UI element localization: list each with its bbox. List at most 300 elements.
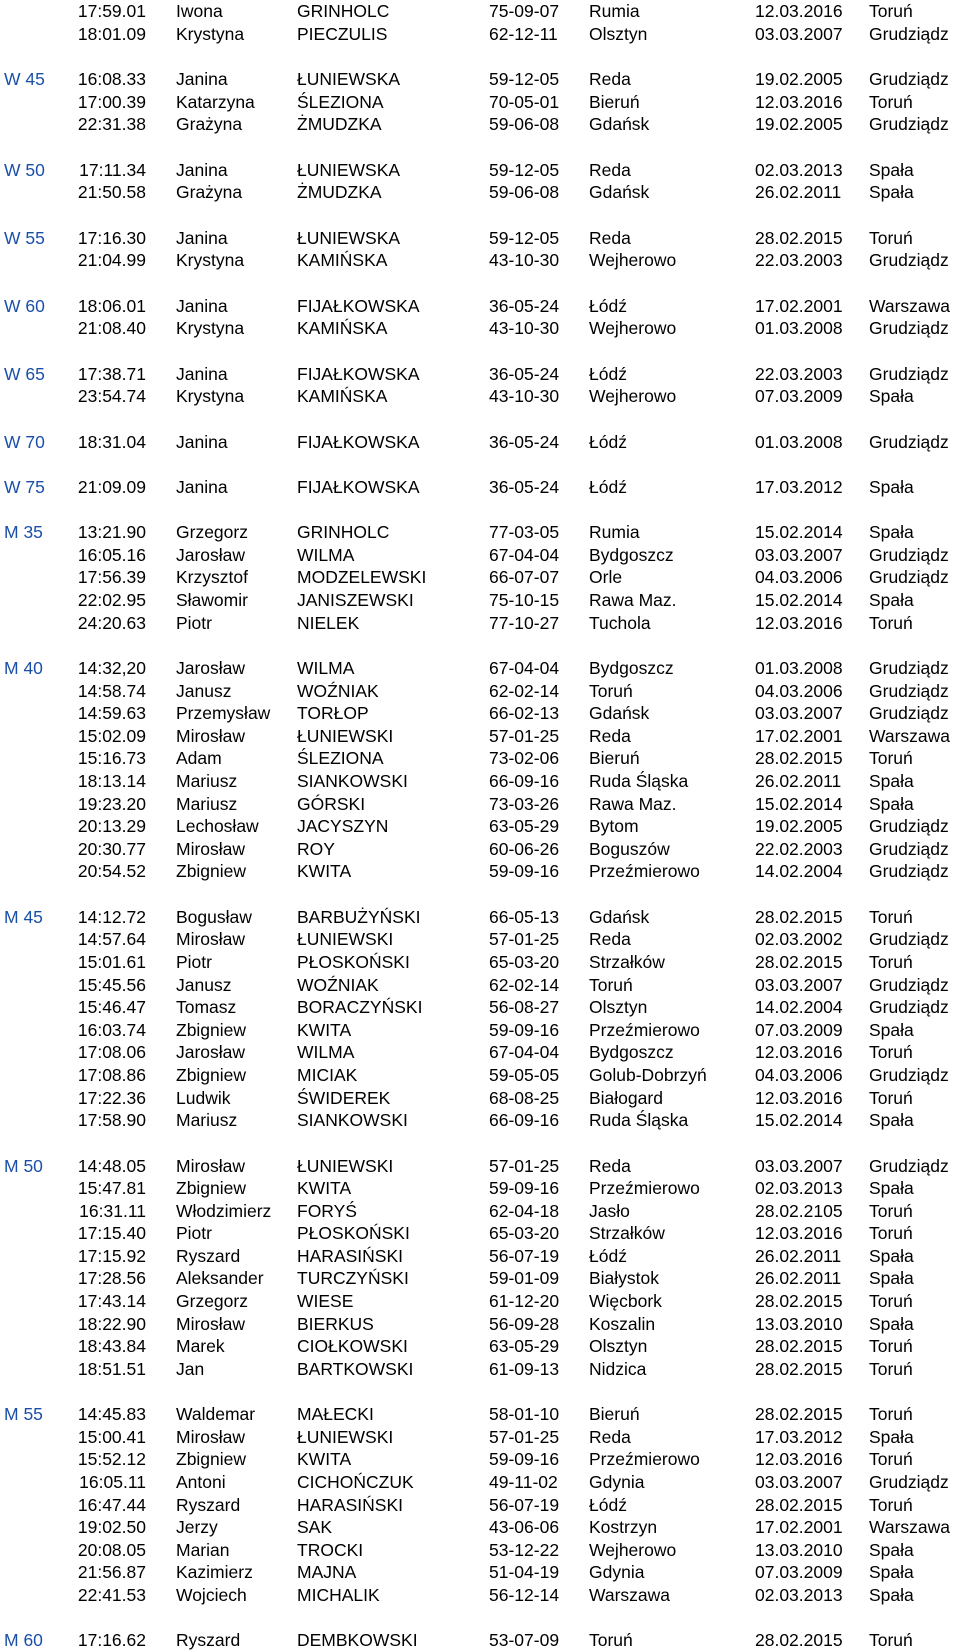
first-name-cell: Zbigniew [176, 861, 247, 882]
date-cell: 01.03.2008 [755, 431, 843, 452]
time-cell: 23:54.74 [77, 386, 146, 407]
first-name-cell: Janina [176, 295, 228, 316]
birth-date-cell: 59-06-08 [489, 182, 560, 203]
birth-date-cell: 59-01-09 [489, 1268, 560, 1289]
surname-cell: ŁUNIEWSKA [297, 159, 401, 180]
table-row [0, 1516, 960, 1539]
birth-date-cell: 59-09-16 [489, 861, 560, 882]
group-separator [0, 136, 960, 159]
club-cell: Tuchola [589, 612, 651, 633]
table-row [0, 1539, 960, 1562]
venue-cell: Spała [869, 1268, 914, 1289]
table-row [0, 1222, 960, 1245]
table-row [0, 612, 960, 635]
date-cell: 28.02.2015 [755, 1404, 843, 1425]
category-group [0, 295, 960, 340]
surname-cell: TORŁOP [297, 703, 369, 724]
venue-cell: Grudziądz [869, 703, 949, 724]
surname-cell: WIESE [297, 1291, 354, 1312]
surname-cell: MICIAK [297, 1064, 358, 1085]
surname-cell: KAMIŃSKA [297, 318, 388, 339]
club-cell: Gdynia [589, 1472, 645, 1493]
surname-cell: ŁUNIEWSKI [297, 929, 394, 950]
surname-cell: ŚLEZIONA [297, 91, 384, 112]
time-cell: 18:01.09 [77, 23, 146, 44]
club-cell: Rumia [589, 1, 640, 21]
birth-date-cell: 59-06-08 [489, 114, 560, 135]
surname-cell: FIJAŁKOWSKA [297, 363, 420, 384]
club-cell: Bieruń [589, 748, 640, 769]
time-cell: 14:59.63 [77, 703, 146, 724]
table-row [0, 680, 960, 703]
venue-cell: Grudziądz [869, 1064, 949, 1085]
table-row [0, 589, 960, 612]
surname-cell: CICHOŃCZUK [297, 1472, 414, 1493]
table-row [0, 1629, 960, 1652]
birth-date-cell: 73-02-06 [489, 748, 560, 769]
time-cell: 17:16.30 [77, 227, 146, 248]
surname-cell: KAMIŃSKA [297, 250, 388, 271]
date-cell: 12.03.2016 [755, 1042, 843, 1063]
surname-cell: JANISZEWSKI [297, 590, 414, 611]
club-cell: Bieruń [589, 91, 640, 112]
birth-date-cell: 66-02-13 [489, 703, 560, 724]
group-separator [0, 634, 960, 657]
venue-cell: Spała [869, 771, 914, 792]
time-cell: 20:13.29 [77, 816, 146, 837]
venue-cell: Toruń [869, 1087, 913, 1108]
category-group [0, 159, 960, 204]
time-cell: 17:15.92 [77, 1245, 146, 1266]
first-name-cell: Jan [176, 1358, 205, 1379]
surname-cell: FORYŚ [297, 1200, 357, 1221]
date-cell: 07.03.2009 [755, 386, 843, 407]
time-cell: 17:43.14 [77, 1291, 146, 1312]
date-cell: 15.02.2014 [755, 1110, 843, 1131]
date-cell: 28.02.2015 [755, 951, 843, 972]
birth-date-cell: 62-04-18 [489, 1200, 560, 1221]
time-cell: 15:02.09 [77, 725, 146, 746]
birth-date-cell: 59-12-05 [489, 159, 560, 180]
group-separator [0, 204, 960, 227]
birth-date-cell: 36-05-24 [489, 431, 560, 452]
birth-date-cell: 66-09-16 [489, 771, 560, 792]
venue-cell: Spała [869, 476, 914, 497]
table-row [0, 317, 960, 340]
date-cell: 03.03.2007 [755, 23, 843, 44]
venue-cell: Grudziądz [869, 431, 949, 452]
category-group [0, 1155, 960, 1381]
venue-cell: Spała [869, 1426, 914, 1447]
club-cell: Gdańsk [589, 906, 650, 927]
date-cell: 15.02.2014 [755, 793, 843, 814]
venue-cell: Grudziądz [869, 974, 949, 995]
surname-cell: WILMA [297, 1042, 355, 1063]
club-cell: Łódź [589, 1494, 627, 1515]
date-cell: 15.02.2014 [755, 522, 843, 543]
surname-cell: KWITA [297, 1019, 352, 1040]
table-row [0, 363, 960, 386]
club-cell: Olsztyn [589, 1336, 648, 1357]
club-cell: Orle [589, 567, 623, 588]
club-cell: Golub-Dobrzyń [589, 1064, 707, 1085]
surname-cell: BARTKOWSKI [297, 1358, 414, 1379]
surname-cell: ŁUNIEWSKA [297, 227, 401, 248]
venue-cell: Grudziądz [869, 68, 949, 89]
birth-date-cell: 63-05-29 [489, 1336, 560, 1357]
time-cell: 17:58.90 [77, 1110, 146, 1131]
venue-cell: Spała [869, 1178, 914, 1199]
surname-cell: CIOŁKOWSKI [297, 1336, 408, 1357]
club-cell: Toruń [589, 1630, 633, 1651]
club-cell: Przeźmierowo [589, 1449, 700, 1470]
venue-cell: Toruń [869, 748, 913, 769]
club-cell: Wejherowo [589, 318, 677, 339]
club-cell: Przeźmierowo [589, 1178, 700, 1199]
surname-cell: PŁOSKOŃSKI [297, 1223, 410, 1244]
venue-cell: Spała [869, 1019, 914, 1040]
date-cell: 28.02.2015 [755, 227, 843, 248]
first-name-cell: Janina [176, 476, 228, 497]
birth-date-cell: 53-12-22 [489, 1539, 560, 1560]
first-name-cell: Janina [176, 363, 228, 384]
date-cell: 15.02.2014 [755, 590, 843, 611]
club-cell: Łódź [589, 363, 627, 384]
venue-cell: Grudziądz [869, 114, 949, 135]
club-cell: Reda [589, 929, 631, 950]
venue-cell: Spała [869, 386, 914, 407]
first-name-cell: Krystyna [176, 318, 245, 339]
venue-cell: Grudziądz [869, 1472, 949, 1493]
time-cell: 22:31.38 [77, 114, 146, 135]
first-name-cell: Krystyna [176, 23, 245, 44]
club-cell: Bydgoszcz [589, 658, 674, 679]
venue-cell: Grudziądz [869, 658, 949, 679]
club-cell: Reda [589, 68, 631, 89]
time-cell: 17:56.39 [77, 567, 146, 588]
date-cell: 28.02.2015 [755, 1358, 843, 1379]
surname-cell: WOŹNIAK [297, 680, 379, 701]
venue-cell: Toruń [869, 91, 913, 112]
surname-cell: GRINHOLC [297, 1, 390, 21]
club-cell: Reda [589, 159, 631, 180]
surname-cell: MAŁECKI [297, 1404, 374, 1425]
time-cell: 15:00.41 [77, 1426, 146, 1447]
surname-cell: NIELEK [297, 612, 360, 633]
group-separator [0, 498, 960, 521]
venue-cell: Spała [869, 1245, 914, 1266]
date-cell: 12.03.2016 [755, 1, 843, 21]
date-cell: 28.02.2105 [755, 1200, 843, 1221]
club-cell: Rawa Maz. [589, 793, 677, 814]
table-row [0, 747, 960, 770]
first-name-cell: Mariusz [176, 771, 238, 792]
table-row [0, 476, 960, 499]
time-cell: 13:21.90 [77, 522, 146, 543]
date-cell: 12.03.2016 [755, 1223, 843, 1244]
birth-date-cell: 66-07-07 [489, 567, 560, 588]
club-cell: Bydgoszcz [589, 1042, 674, 1063]
category-label: W 70 [4, 431, 45, 452]
birth-date-cell: 56-07-19 [489, 1245, 560, 1266]
time-cell: 21:50.58 [77, 182, 146, 203]
date-cell: 28.02.2015 [755, 748, 843, 769]
group-separator [0, 340, 960, 363]
venue-cell: Spała [869, 522, 914, 543]
category-group [0, 657, 960, 883]
table-row [0, 385, 960, 408]
date-cell: 12.03.2016 [755, 612, 843, 633]
club-cell: Łódź [589, 295, 627, 316]
group-separator [0, 1380, 960, 1403]
birth-date-cell: 36-05-24 [489, 363, 560, 384]
first-name-cell: Krystyna [176, 386, 245, 407]
time-cell: 17:38.71 [77, 363, 146, 384]
club-cell: Łódź [589, 431, 627, 452]
time-cell: 16:05.16 [77, 544, 146, 565]
category-label: W 75 [4, 476, 45, 497]
venue-cell: Toruń [869, 1042, 913, 1063]
club-cell: Nidzica [589, 1358, 647, 1379]
table-row [0, 1448, 960, 1471]
date-cell: 13.03.2010 [755, 1539, 843, 1560]
club-cell: Olsztyn [589, 997, 648, 1018]
table-row [0, 1041, 960, 1064]
date-cell: 12.03.2016 [755, 91, 843, 112]
time-cell: 18:06.01 [77, 295, 146, 316]
time-cell: 22:41.53 [77, 1585, 146, 1605]
surname-cell: HARASIŃSKI [297, 1494, 403, 1515]
time-cell: 16:47.44 [77, 1494, 146, 1515]
date-cell: 22.03.2003 [755, 250, 843, 271]
birth-date-cell: 43-10-30 [489, 250, 560, 271]
first-name-cell: Marian [176, 1539, 230, 1560]
club-cell: Olsztyn [589, 23, 648, 44]
first-name-cell: Grażyna [176, 182, 243, 203]
date-cell: 17.02.2001 [755, 295, 843, 316]
time-cell: 21:09.09 [77, 476, 146, 497]
birth-date-cell: 75-09-07 [489, 1, 560, 21]
first-name-cell: Aleksander [176, 1268, 264, 1289]
surname-cell: ŚWIDEREK [297, 1087, 391, 1108]
first-name-cell: Katarzyna [176, 91, 255, 112]
surname-cell: BARBUŻYŃSKI [297, 906, 421, 927]
first-name-cell: Sławomir [176, 590, 248, 611]
venue-cell: Warszawa [869, 295, 951, 316]
birth-date-cell: 36-05-24 [489, 295, 560, 316]
first-name-cell: Grzegorz [176, 522, 248, 543]
table-row [0, 1267, 960, 1290]
venue-cell: Toruń [869, 1358, 913, 1379]
club-cell: Warszawa [589, 1585, 671, 1605]
date-cell: 19.02.2005 [755, 114, 843, 135]
birth-date-cell: 67-04-04 [489, 544, 560, 565]
table-row [0, 1584, 960, 1607]
surname-cell: ŁUNIEWSKI [297, 725, 394, 746]
first-name-cell: Zbigniew [176, 1449, 247, 1470]
surname-cell: PIECZULIS [297, 23, 388, 44]
table-row [0, 770, 960, 793]
first-name-cell: Krystyna [176, 250, 245, 271]
date-cell: 26.02.2011 [755, 1245, 842, 1266]
birth-date-cell: 67-04-04 [489, 658, 560, 679]
club-cell: Gdańsk [589, 703, 650, 724]
date-cell: 14.02.2004 [755, 861, 843, 882]
club-cell: Reda [589, 1155, 631, 1176]
first-name-cell: Antoni [176, 1472, 226, 1493]
first-name-cell: Mirosław [176, 929, 246, 950]
birth-date-cell: 67-04-04 [489, 1042, 560, 1063]
surname-cell: ŁUNIEWSKA [297, 68, 401, 89]
date-cell: 01.03.2008 [755, 658, 843, 679]
date-cell: 13.03.2010 [755, 1313, 843, 1334]
club-cell: Gdynia [589, 1562, 645, 1583]
first-name-cell: Wojciech [176, 1585, 247, 1605]
table-row [0, 1358, 960, 1381]
club-cell: Białogard [589, 1087, 663, 1108]
category-label: M 35 [4, 522, 43, 543]
date-cell: 12.03.2016 [755, 1087, 843, 1108]
date-cell: 04.03.2006 [755, 567, 843, 588]
table-row [0, 1087, 960, 1110]
surname-cell: WOŹNIAK [297, 974, 379, 995]
time-cell: 14:58.74 [77, 680, 146, 701]
birth-date-cell: 57-01-25 [489, 929, 560, 950]
venue-cell: Grudziądz [869, 838, 949, 859]
first-name-cell: Mirosław [176, 838, 246, 859]
table-row [0, 1019, 960, 1042]
surname-cell: ŚLEZIONA [297, 748, 384, 769]
date-cell: 22.02.2003 [755, 838, 843, 859]
surname-cell: BIERKUS [297, 1313, 374, 1334]
birth-date-cell: 43-06-06 [489, 1517, 560, 1538]
category-group [0, 521, 960, 634]
time-cell: 24:20.63 [77, 612, 146, 633]
date-cell: 03.03.2007 [755, 1155, 843, 1176]
date-cell: 26.02.2011 [755, 771, 842, 792]
surname-cell: GÓRSKI [297, 793, 366, 814]
venue-cell: Grudziądz [869, 816, 949, 837]
venue-cell: Spała [869, 182, 914, 203]
club-cell: Boguszów [589, 838, 670, 859]
surname-cell: KAMIŃSKA [297, 386, 388, 407]
table-row [0, 249, 960, 272]
table-row [0, 91, 960, 114]
club-cell: Łódź [589, 1245, 627, 1266]
time-cell: 21:04.99 [77, 250, 146, 271]
birth-date-cell: 51-04-19 [489, 1562, 560, 1583]
birth-date-cell: 70-05-01 [489, 91, 560, 112]
category-group [0, 1403, 960, 1606]
club-cell: Ruda Śląska [589, 1110, 689, 1131]
club-cell: Reda [589, 725, 631, 746]
table-row [0, 1335, 960, 1358]
surname-cell: ŁUNIEWSKI [297, 1426, 394, 1447]
date-cell: 26.02.2011 [755, 182, 842, 203]
surname-cell: FIJAŁKOWSKA [297, 476, 420, 497]
birth-date-cell: 66-05-13 [489, 906, 560, 927]
category-label: M 45 [4, 906, 43, 927]
first-name-cell: Adam [176, 748, 222, 769]
birth-date-cell: 59-09-16 [489, 1449, 560, 1470]
table-row [0, 181, 960, 204]
club-cell: Kostrzyn [589, 1517, 658, 1538]
surname-cell: ŻMUDZKA [297, 182, 382, 203]
table-row [0, 1177, 960, 1200]
category-label: M 55 [4, 1404, 43, 1425]
date-cell: 28.02.2015 [755, 906, 843, 927]
venue-cell: Grudziądz [869, 680, 949, 701]
first-name-cell: Mirosław [176, 1155, 246, 1176]
club-cell: Wejherowo [589, 386, 677, 407]
time-cell: 19:23.20 [77, 793, 146, 814]
birth-date-cell: 56-07-19 [489, 1494, 560, 1515]
club-cell: Gdańsk [589, 182, 650, 203]
first-name-cell: Marek [176, 1336, 225, 1357]
surname-cell: MICHALIK [297, 1585, 380, 1605]
time-cell: 17:08.06 [77, 1042, 146, 1063]
first-name-cell: Grzegorz [176, 1291, 248, 1312]
birth-date-cell: 53-07-09 [489, 1630, 560, 1651]
first-name-cell: Mirosław [176, 1426, 246, 1447]
surname-cell: KWITA [297, 861, 352, 882]
birth-date-cell: 61-09-13 [489, 1358, 560, 1379]
club-cell: Strzałków [589, 1223, 665, 1244]
group-separator [0, 1607, 960, 1630]
table-row [0, 431, 960, 454]
club-cell: Rumia [589, 522, 640, 543]
club-cell: Toruń [589, 974, 633, 995]
venue-cell: Grudziądz [869, 250, 949, 271]
birth-date-cell: 59-12-05 [489, 227, 560, 248]
surname-cell: TROCKI [297, 1539, 364, 1560]
birth-date-cell: 43-10-30 [489, 318, 560, 339]
time-cell: 22:02.95 [77, 590, 146, 611]
birth-date-cell: 60-06-26 [489, 838, 560, 859]
venue-cell: Toruń [869, 1336, 913, 1357]
category-group [0, 227, 960, 272]
club-cell: Reda [589, 227, 631, 248]
first-name-cell: Ryszard [176, 1630, 241, 1651]
surname-cell: SIANKOWSKI [297, 771, 408, 792]
category-group [0, 68, 960, 136]
group-separator [0, 883, 960, 906]
date-cell: 28.02.2015 [755, 1336, 843, 1357]
date-cell: 03.03.2007 [755, 544, 843, 565]
time-cell: 15:52.12 [77, 1449, 146, 1470]
surname-cell: BORACZYŃSKI [297, 997, 423, 1018]
time-cell: 18:13.14 [77, 771, 146, 792]
birth-date-cell: 59-09-16 [489, 1178, 560, 1199]
table-row [0, 295, 960, 318]
venue-cell: Warszawa [869, 725, 951, 746]
first-name-cell: Jerzy [176, 1517, 218, 1538]
birth-date-cell: 62-02-14 [489, 680, 560, 701]
first-name-cell: Janusz [176, 680, 232, 701]
first-name-cell: Włodzimierz [176, 1200, 272, 1221]
first-name-cell: Bogusław [176, 906, 252, 927]
table-row [0, 1245, 960, 1268]
first-name-cell: Ryszard [176, 1245, 241, 1266]
first-name-cell: Waldemar [176, 1404, 256, 1425]
date-cell: 28.02.2015 [755, 1291, 843, 1312]
surname-cell: FIJAŁKOWSKA [297, 295, 420, 316]
venue-cell: Grudziądz [869, 23, 949, 44]
birth-date-cell: 57-01-25 [489, 725, 560, 746]
club-cell: Przeźmierowo [589, 1019, 700, 1040]
first-name-cell: Tomasz [176, 997, 237, 1018]
category-group [0, 476, 960, 499]
